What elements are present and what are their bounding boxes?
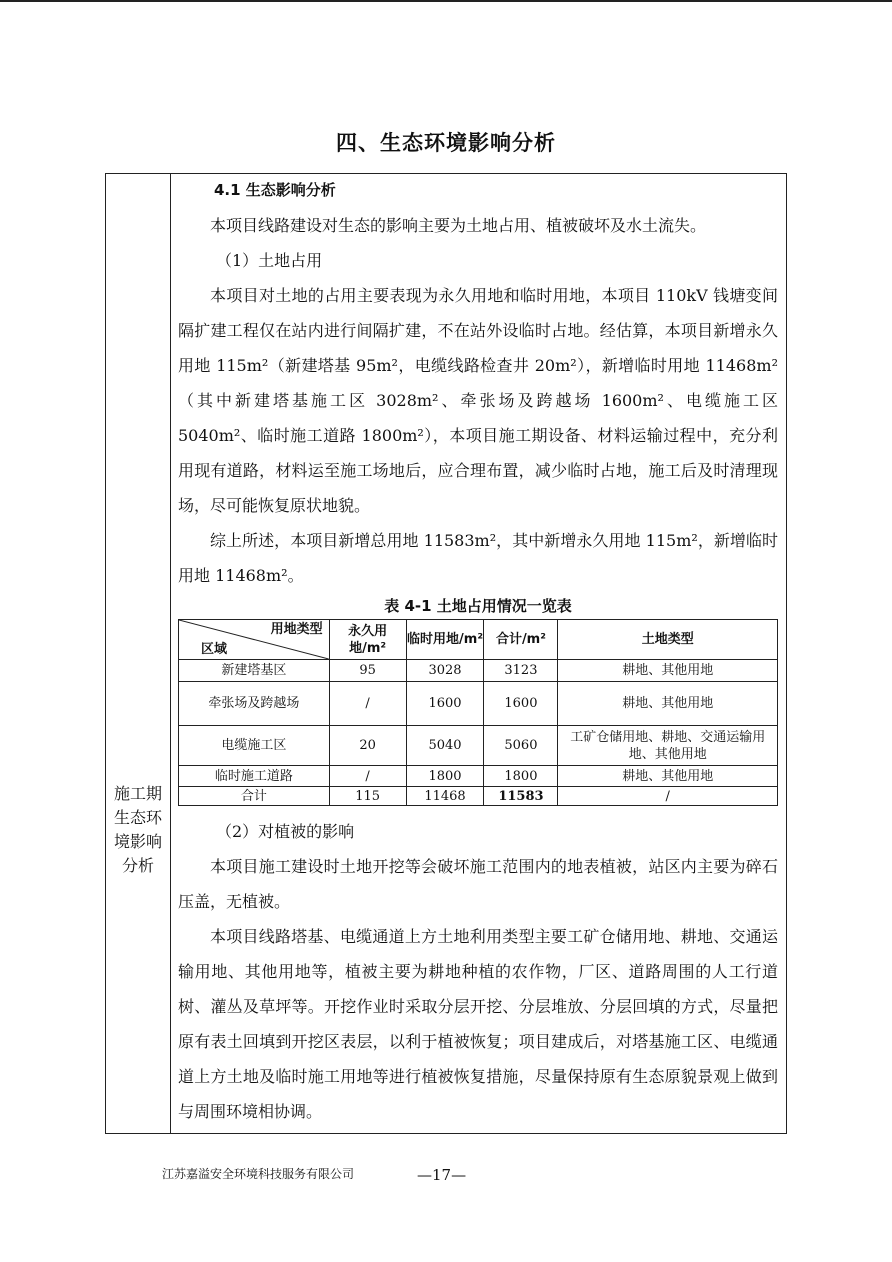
cell-landtype: 工矿仓储用地、耕地、交通运输用地、其他用地 xyxy=(558,726,778,766)
table-row xyxy=(179,682,778,726)
header-landuse-type: 用地类型 xyxy=(270,622,323,637)
cell-temporary: 5040 xyxy=(406,726,484,766)
cell-temporary: 11468 xyxy=(406,787,484,806)
cell-region: 临时施工道路 xyxy=(179,766,330,787)
side-label-line: 生态环 xyxy=(113,808,162,827)
table-header-row xyxy=(179,620,778,660)
cell-temporary: 3028 xyxy=(406,660,484,682)
subheading-vegetation: （2）对植被的影响 xyxy=(216,822,355,841)
table-title: 表 4-1 土地占用情况一览表 xyxy=(384,597,572,615)
cell-permanent: / xyxy=(329,766,406,787)
header-total: 合计/m² xyxy=(484,620,558,660)
cell-permanent: 20 xyxy=(329,726,406,766)
cell-permanent: / xyxy=(329,682,406,726)
header-diagonal-cell xyxy=(179,620,330,660)
cell-temporary: 1800 xyxy=(406,766,484,787)
side-label xyxy=(106,782,170,878)
cell-landtype: 耕地、其他用地 xyxy=(558,766,778,787)
page-number: —17— xyxy=(417,1166,467,1184)
land-use-table xyxy=(178,619,778,806)
table-total-row xyxy=(179,787,778,806)
subheading-land: （1）土地占用 xyxy=(216,251,323,270)
side-label-line: 境影响 xyxy=(113,832,162,851)
cell-region: 新建塔基区 xyxy=(179,660,330,682)
cell-temporary: 1600 xyxy=(406,682,484,726)
cell-permanent: 115 xyxy=(329,787,406,806)
table-row xyxy=(179,766,778,787)
cell-total: 1600 xyxy=(484,682,558,726)
cell-landtype: 耕地、其他用地 xyxy=(558,660,778,682)
summary-paragraph: 综上所述，本项目新增总用地 11583m²，其中新增永久用地 115m²，新增临时用地 11468m²。 xyxy=(178,531,778,585)
page-title: 四、生态环境影响分析 xyxy=(336,131,556,155)
side-label-line: 分析 xyxy=(121,856,154,875)
table-row xyxy=(179,726,778,766)
cell-total: 1800 xyxy=(484,766,558,787)
cell-total: 11583 xyxy=(484,787,558,806)
header-region: 区域 xyxy=(201,642,228,657)
cell-total: 3123 xyxy=(484,660,558,682)
cell-landtype: 耕地、其他用地 xyxy=(558,682,778,726)
cell-permanent: 95 xyxy=(329,660,406,682)
cell-region: 牵张场及跨越场 xyxy=(179,682,330,726)
cell-region: 电缆施工区 xyxy=(179,726,330,766)
header-permanent: 永久用地/m² xyxy=(329,620,406,660)
table-row xyxy=(179,660,778,682)
header-temporary: 临时用地/m² xyxy=(406,620,484,660)
vegetation-paragraph-2: 本项目线路塔基、电缆通道上方土地利用类型主要工矿仓储用地、耕地、交通运输用地、其他用地等，植被主要为耕地种植的农作物，厂区、道路周围的人工行道树、灌丛及草坪等。开挖作业时采取分层开挖、分层堆放、分层回填的方式，尽量把原有表土回填到开挖区表层，以利于植被恢复；项目建成后，对塔基施工区、电缆通道上方土地及临时施工用地等进行植被恢复措施，尽量保持原有生态原貌景观上做到与周围环境相协调。 xyxy=(178,927,778,1121)
column-divider xyxy=(170,174,171,1133)
top-rule xyxy=(0,0,892,2)
footer-company: 江苏嘉溢安全环境科技服务有限公司 xyxy=(162,1167,355,1181)
intro-paragraph: 本项目线路建设对生态的影响主要为土地占用、植被破坏及水土流失。 xyxy=(210,216,707,235)
land-paragraph: 本项目对土地的占用主要表现为永久用地和临时用地，本项目 110kV 钱塘变间隔扩建工程仅在站内进行间隔扩建，不在站外设临时占地。经估算，本项目新增永久用地 115m²（新建塔基 95m²，电缆线路检查井 20m²），新增临时用地 11468m²（其中新建塔基施工区 3028m²、牵张场及跨越场 1600m²、电缆施工区 5040m²、临时施工道路 1800m²），本项目施工期设备、材料运输过程中，充分利用现有道路，材料运至施工场地后，应合理布置，减少临时占地，施工后及时清理现场，尽可能恢复原状地貌。 xyxy=(178,286,778,515)
upper-content xyxy=(178,173,778,593)
lower-content xyxy=(178,814,778,1129)
side-label-line: 施工期 xyxy=(113,784,162,803)
cell-region: 合计 xyxy=(179,787,330,806)
header-landtype: 土地类型 xyxy=(558,620,778,660)
section-heading: 4.1 生态影响分析 xyxy=(214,181,336,199)
cell-total: 5060 xyxy=(484,726,558,766)
cell-landtype: / xyxy=(558,787,778,806)
vegetation-paragraph-1: 本项目施工建设时土地开挖等会破坏施工范围内的地表植被，站区内主要为碎石压盖，无植被。 xyxy=(178,857,778,911)
